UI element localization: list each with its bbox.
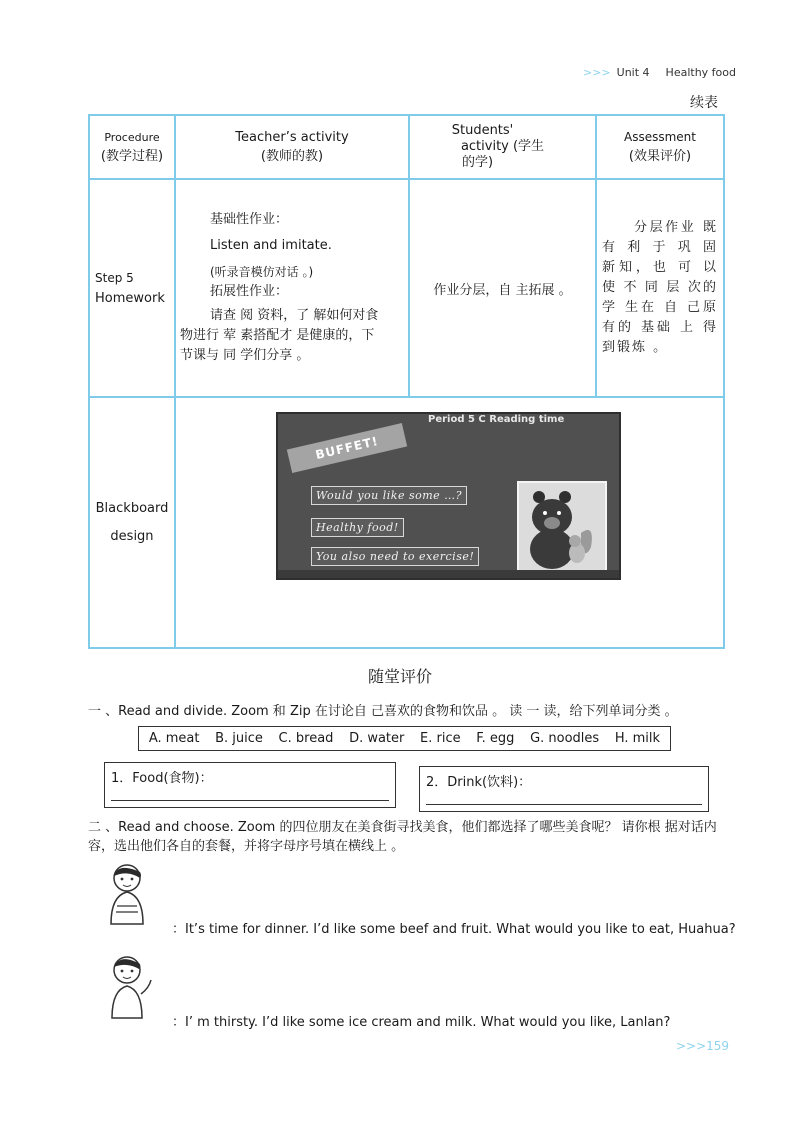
teacher-line-2: Listen and imitate. xyxy=(210,238,332,253)
header-assessment xyxy=(596,115,724,179)
teacher-en: Teacher’s activity xyxy=(235,130,349,145)
teacher-line-3: (听录音模仿对话 。) xyxy=(210,265,314,279)
boy-lanlan-avatar xyxy=(103,954,153,1024)
board-ribbon: BUFFET! xyxy=(287,423,407,473)
word-item: F. egg xyxy=(476,731,515,746)
board-line-1: Would you like some …? xyxy=(311,486,467,505)
students-l1: Students' xyxy=(451,123,514,138)
drink-category-label: 2．Drink(饮料)： xyxy=(426,775,532,790)
word-item: G. noodles xyxy=(530,731,600,746)
assessment-en: Assessment xyxy=(624,130,696,144)
board-line-2: Healthy food! xyxy=(311,518,404,537)
board-line-3: You also need to exercise! xyxy=(311,547,479,566)
step5-teacher-activity xyxy=(175,179,409,397)
page-number: >>>159 xyxy=(676,1039,730,1053)
word-item: D. water xyxy=(349,731,405,746)
blackboard-image xyxy=(276,412,621,580)
drink-category-box xyxy=(419,766,709,812)
running-header xyxy=(583,66,736,79)
header-arrows: >>> xyxy=(583,66,611,79)
blackboard-label xyxy=(89,397,175,648)
procedure-cn: (教学过程) xyxy=(100,149,164,164)
continued-label: 续表 xyxy=(690,95,718,111)
step-name: Homework xyxy=(95,290,165,306)
header-unit: Unit 4 xyxy=(616,66,650,79)
teacher-cn: (教师的教) xyxy=(260,149,324,164)
table-header-row xyxy=(89,115,724,179)
teacher-line-7: 节课与 同 学们分享 。 xyxy=(180,348,310,363)
students-l3: 的学) xyxy=(461,155,494,170)
step5-students-activity: 作业分层，自 主拓展 。 xyxy=(409,179,596,397)
step-number: Step 5 xyxy=(95,270,134,285)
procedure-en: Procedure xyxy=(104,131,160,144)
dialog-line-1: ：It’s time for dinner. I’d like some beef and fruit. What would you like to eat, Huahua? xyxy=(172,922,736,937)
header-procedure xyxy=(89,115,175,179)
word-item: E. rice xyxy=(420,731,461,746)
teacher-line-6: 物进行 荤 素搭配才 是健康的，下 xyxy=(180,328,375,343)
word-bank xyxy=(138,726,671,751)
question-2: 二 、Read and choose. Zoom 的四位朋友在美食街寻找美食，他们都选择了哪些美食呢？ 请你根 据对话内容，选出他们各自的套餐，并将字母序号填在横线上 。 xyxy=(88,820,717,854)
question-1: 一 、Read and divide. Zoom 和 Zip 在讨论自 己喜欢的食物和饮品 。 读 一 读，给下列单词分类 。 xyxy=(88,704,678,719)
bear-squirrel-illustration xyxy=(519,483,601,573)
food-category-box xyxy=(104,762,396,808)
teacher-line-4: 拓展性作业： xyxy=(210,284,289,299)
bear-squirrel-picture xyxy=(517,481,607,579)
assessment-text: 分层作业 既有 利 于 巩 固 新知，也 可 以 使 不 同 层 次的 学 生在 自 己原 有的 基础 上 得 到锻炼 。 xyxy=(602,220,718,355)
students-l2: activity (学生 xyxy=(460,139,545,154)
blackboard-label-l1: Blackboard xyxy=(95,500,169,516)
drink-answer-line[interactable] xyxy=(426,804,702,805)
word-item: B. juice xyxy=(215,731,263,746)
step5-assessment xyxy=(596,179,724,397)
header-students xyxy=(409,115,596,179)
step5-label xyxy=(89,179,175,397)
word-item: H. milk xyxy=(614,731,661,746)
board-period: Period 5 C Reading time xyxy=(428,414,565,425)
boy-huahua-avatar xyxy=(103,862,151,930)
evaluation-title: 随堂评价 xyxy=(367,667,432,686)
food-category-label: 1．Food(食物)： xyxy=(111,771,213,786)
teacher-line-1: 基础性作业： xyxy=(210,212,289,227)
food-answer-line[interactable] xyxy=(111,800,389,801)
teacher-line-5: 请查 阅 资料，了 解如何对食 xyxy=(210,308,379,323)
word-item: C. bread xyxy=(278,731,334,746)
word-item: A. meat xyxy=(148,731,200,746)
dialog-line-2: ：I’ m thirsty. I’d like some ice cream and milk. What would you like, Lanlan? xyxy=(172,1015,671,1030)
table-row-step5 xyxy=(89,179,724,397)
assessment-cn: (效果评价) xyxy=(628,149,692,164)
chalk-tray xyxy=(278,570,619,578)
header-topic: Healthy food xyxy=(665,66,736,79)
blackboard-label-l2: design xyxy=(110,528,154,544)
